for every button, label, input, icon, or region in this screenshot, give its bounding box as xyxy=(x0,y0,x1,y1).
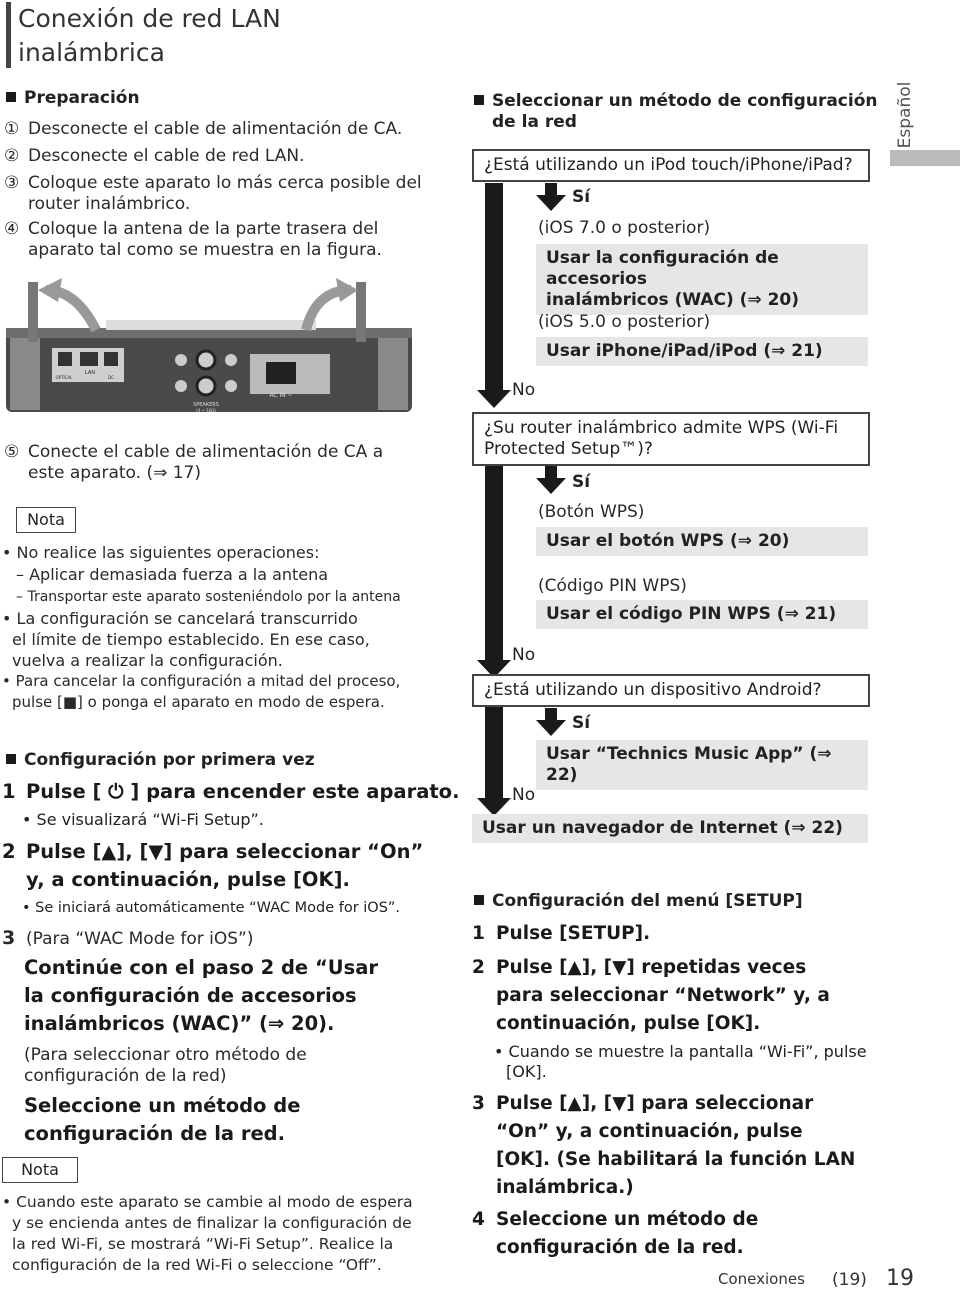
primera-heading xyxy=(6,750,315,770)
nota-label: Nota xyxy=(16,507,76,533)
preparacion-item-1 xyxy=(4,119,402,140)
step-text: Continúe con el paso 2 de “Usar xyxy=(24,956,378,979)
preparacion-item-3 xyxy=(4,173,422,215)
step-number: 3 xyxy=(2,927,16,949)
metodo-heading xyxy=(474,91,878,133)
step-text: (Para seleccionar otro método de xyxy=(24,1045,307,1065)
step-text: [OK]. (Se habilitará la función LAN xyxy=(496,1149,856,1170)
preparacion-item-4 xyxy=(4,219,382,261)
step-number: 4 xyxy=(472,1209,485,1230)
dc-label: DC xyxy=(108,375,114,380)
question-wps xyxy=(472,412,870,466)
primera-step-2-sub: • Se iniciará automáticamente “WAC Mode for iOS”. xyxy=(22,900,401,916)
nota1-text: pulse [■] o ponga el aparato en modo de espera. xyxy=(12,693,385,711)
step-text: Seleccione un método de xyxy=(24,1094,301,1117)
language-tab-bar xyxy=(890,150,960,166)
question-ipod: ¿Está utilizando un iPod touch/iPhone/iPad? xyxy=(472,149,870,182)
step-text: Pulse [SETUP]. xyxy=(496,923,651,944)
item-text: este aparato. (⇒ 17) xyxy=(28,463,201,483)
step-text: Pulse [▲], [▼] repetidas veces xyxy=(496,957,807,978)
step-text: configuración de la red) xyxy=(24,1066,227,1086)
setup-step-4 xyxy=(472,1206,758,1262)
yes-arrow-icon xyxy=(536,466,566,494)
optical-label: OPTICAL xyxy=(55,375,73,380)
question-wps-text: ¿Su router inalámbrico admite WPS (Wi-Fi xyxy=(484,418,839,438)
option-technics: Usar “Technics Music App” (⇒ 22) xyxy=(536,740,868,790)
no-label-1: No xyxy=(512,380,536,400)
option-wac-text: inalámbricos (WAC) (⇒ 20) xyxy=(546,290,800,310)
yes-arrow-icon xyxy=(536,708,566,736)
page-title xyxy=(18,2,281,70)
yes-arrow-icon xyxy=(536,183,566,211)
option-wac-text: Usar la configuración de accesorios xyxy=(546,248,779,289)
step-text: y, a continuación, pulse [OK]. xyxy=(26,868,350,891)
section-bullet-icon xyxy=(474,895,484,905)
yes-label-1: Sí xyxy=(572,187,591,207)
nota2-body xyxy=(2,1192,413,1276)
step-text: Pulse [ ⏻ ] para encender este aparato. xyxy=(26,780,460,803)
setup-step-3 xyxy=(472,1090,855,1202)
step-text: continuación, pulse [OK]. xyxy=(496,1013,761,1034)
nota2-text: configuración de la red Wi-Fi o seleccione “Off”. xyxy=(12,1256,382,1274)
nota2-cont xyxy=(2,1213,413,1234)
yes-label-3: Sí xyxy=(572,713,591,733)
device-rear-illustration xyxy=(6,270,414,420)
item-number: ① xyxy=(4,119,20,139)
step-number: 3 xyxy=(472,1093,485,1114)
preparacion-heading xyxy=(6,88,140,108)
nota1-text: – Aplicar demasiada fuerza a la antena xyxy=(16,565,329,584)
item-text: Desconecte el cable de red LAN. xyxy=(28,146,305,166)
step-sub-text: Se visualizará “Wi-Fi Setup”. xyxy=(36,810,264,829)
primera-step-3-bold xyxy=(24,954,378,1038)
nota1-text: La configuración se cancelará transcurrido xyxy=(16,609,358,628)
title-bar xyxy=(6,2,11,68)
item-text: router inalámbrico. xyxy=(28,194,191,214)
page-title-line1: Conexión de red LAN xyxy=(18,4,281,33)
primera-step-3-paren2 xyxy=(24,1045,307,1087)
ios7-label: (iOS 7.0 o posterior) xyxy=(538,218,711,238)
preparacion-heading-text: Preparación xyxy=(24,88,140,108)
step-text: para seleccionar “Network” y, a xyxy=(496,985,830,1006)
section-bullet-icon xyxy=(6,754,16,764)
nota2-cont xyxy=(2,1255,413,1276)
wps-pin-label: (Código PIN WPS) xyxy=(538,576,687,596)
step-text: la configuración de accesorios xyxy=(24,984,357,1007)
page-title-line2: inalámbrica xyxy=(18,38,165,67)
nota1-text: – Transportar este aparato sosteniéndolo por la antena xyxy=(16,589,401,605)
step-text: inalámbricos (WAC)” (⇒ 20). xyxy=(24,1012,335,1035)
item-text: aparato tal como se muestra en la figura. xyxy=(28,240,382,260)
setup-heading xyxy=(474,891,803,911)
item-number: ② xyxy=(4,146,20,166)
nota1-text: No realice las siguientes operaciones: xyxy=(16,543,320,562)
step-text: “On” y, a continuación, pulse xyxy=(496,1121,803,1142)
flow-no-arrow-1 xyxy=(485,183,503,393)
nota1-text: Para cancelar la configuración a mitad del proceso, xyxy=(15,672,401,690)
question-wps-text: Protected Setup™)? xyxy=(484,439,653,459)
item-text: Conecte el cable de alimentación de CA a xyxy=(28,442,384,462)
item-number: ③ xyxy=(4,173,20,193)
primera-step-3-bold2 xyxy=(24,1092,300,1148)
step-text: Pulse [▲], [▼] para seleccionar xyxy=(496,1093,814,1114)
nota1-bullet-2: • La configuración se cancelará transcurrido xyxy=(2,609,358,628)
step-sub-text: [OK]. xyxy=(506,1062,547,1081)
nota1-cont xyxy=(2,629,401,650)
option-wac xyxy=(536,244,868,315)
item-text: Coloque este aparato lo más cerca posible del xyxy=(28,173,422,193)
setup-step-2 xyxy=(472,954,830,1038)
setup-step-2-sub: • Cuando se muestre la pantalla “Wi-Fi”, pulse [OK]. xyxy=(494,1042,867,1081)
setup-heading-text: Configuración del menú [SETUP] xyxy=(492,891,803,911)
setup-step-1 xyxy=(472,920,650,948)
item-number: ⑤ xyxy=(4,442,20,462)
acin-label: AC IN ~ xyxy=(269,392,293,399)
nota2-text: y se encienda antes de finalizar la configuración de xyxy=(12,1214,412,1232)
option-wps-pin: Usar el código PIN WPS (⇒ 21) xyxy=(536,600,868,629)
step-text: configuración de la red. xyxy=(24,1122,286,1145)
nota1-body xyxy=(2,542,401,713)
yes-label-2: Sí xyxy=(572,472,591,492)
footer-page-number: 19 xyxy=(886,1266,914,1291)
speakers-ohm-label: (4 ~ 16Ω) xyxy=(196,408,216,413)
primera-step-2 xyxy=(2,838,423,894)
language-tab xyxy=(870,60,960,150)
primera-step-3 xyxy=(2,928,253,950)
step-text: inalámbrica.) xyxy=(496,1177,634,1198)
nota1-text: vuelva a realizar la configuración. xyxy=(12,651,283,670)
question-android: ¿Está utilizando un dispositivo Android? xyxy=(472,674,870,707)
speakers-label: SPEAKERS xyxy=(193,402,219,408)
option-iphone: Usar iPhone/iPad/iPod (⇒ 21) xyxy=(536,337,868,366)
nota1-bullet-3: • Para cancelar la configuración a mitad del proceso, xyxy=(2,672,401,690)
primera-heading-text: Configuración por primera vez xyxy=(24,750,315,770)
lan-label: LAN xyxy=(84,370,96,376)
footer-page-paren: (19) xyxy=(832,1270,867,1290)
ios5-label: (iOS 5.0 o posterior) xyxy=(538,312,711,332)
nota2-text: Cuando este aparato se cambie al modo de espera xyxy=(16,1193,413,1211)
nota1-bullet-1: • No realice las siguientes operaciones: xyxy=(2,543,320,562)
flow-no-arrow-1-head xyxy=(477,390,511,410)
step-number: 1 xyxy=(472,923,485,944)
nota2-text: la red Wi-Fi, se mostrará “Wi-Fi Setup”. Realice la xyxy=(12,1235,394,1253)
no-label-2: No xyxy=(512,645,536,665)
step-sub-text: Se iniciará automáticamente “WAC Mode for iOS”. xyxy=(35,900,401,916)
step-text: Pulse [▲], [▼] para seleccionar “On” xyxy=(26,840,424,863)
nota-label: Nota xyxy=(2,1157,78,1183)
section-bullet-icon xyxy=(474,95,484,105)
language-tab-label: Español xyxy=(895,81,915,149)
metodo-heading-text: de la red xyxy=(492,112,577,132)
nota1-cont xyxy=(2,650,401,671)
nota2-cont xyxy=(2,1234,413,1255)
wps-button-label: (Botón WPS) xyxy=(538,502,645,522)
primera-step-1 xyxy=(2,778,459,806)
step-text: (Para “WAC Mode for iOS”) xyxy=(26,929,254,949)
option-browser: Usar un navegador de Internet (⇒ 22) xyxy=(472,814,868,843)
nota1-sub-2 xyxy=(2,586,401,608)
preparacion-item-5 xyxy=(4,442,383,484)
step-text: Seleccione un método de xyxy=(496,1209,759,1230)
step-number: 1 xyxy=(2,780,16,803)
no-label-3: No xyxy=(512,785,536,805)
nota1-sub-1 xyxy=(2,564,401,586)
step-text: configuración de la red. xyxy=(496,1237,744,1258)
footer-section: Conexiones xyxy=(718,1270,805,1288)
step-sub-text: Cuando se muestre la pantalla “Wi-Fi”, pulse xyxy=(508,1042,867,1061)
flow-no-arrow-2 xyxy=(485,465,503,665)
nota1-cont xyxy=(2,692,401,713)
primera-step-1-sub: • Se visualizará “Wi-Fi Setup”. xyxy=(22,810,264,829)
step-number: 2 xyxy=(2,840,16,863)
item-text: Desconecte el cable de alimentación de CA. xyxy=(28,119,403,139)
section-bullet-icon xyxy=(6,92,16,102)
nota1-text: el límite de tiempo establecido. En ese caso, xyxy=(12,630,370,649)
step-number: 2 xyxy=(472,957,485,978)
item-text: Coloque la antena de la parte trasera del xyxy=(28,219,379,239)
item-number: ④ xyxy=(4,219,20,239)
flow-no-arrow-3 xyxy=(485,706,503,802)
nota2-bullet: • Cuando este aparato se cambie al modo de espera xyxy=(2,1193,413,1211)
preparacion-item-2 xyxy=(4,146,305,167)
metodo-heading-text: Seleccionar un método de configuración xyxy=(492,91,878,111)
option-wps-button: Usar el botón WPS (⇒ 20) xyxy=(536,527,868,556)
